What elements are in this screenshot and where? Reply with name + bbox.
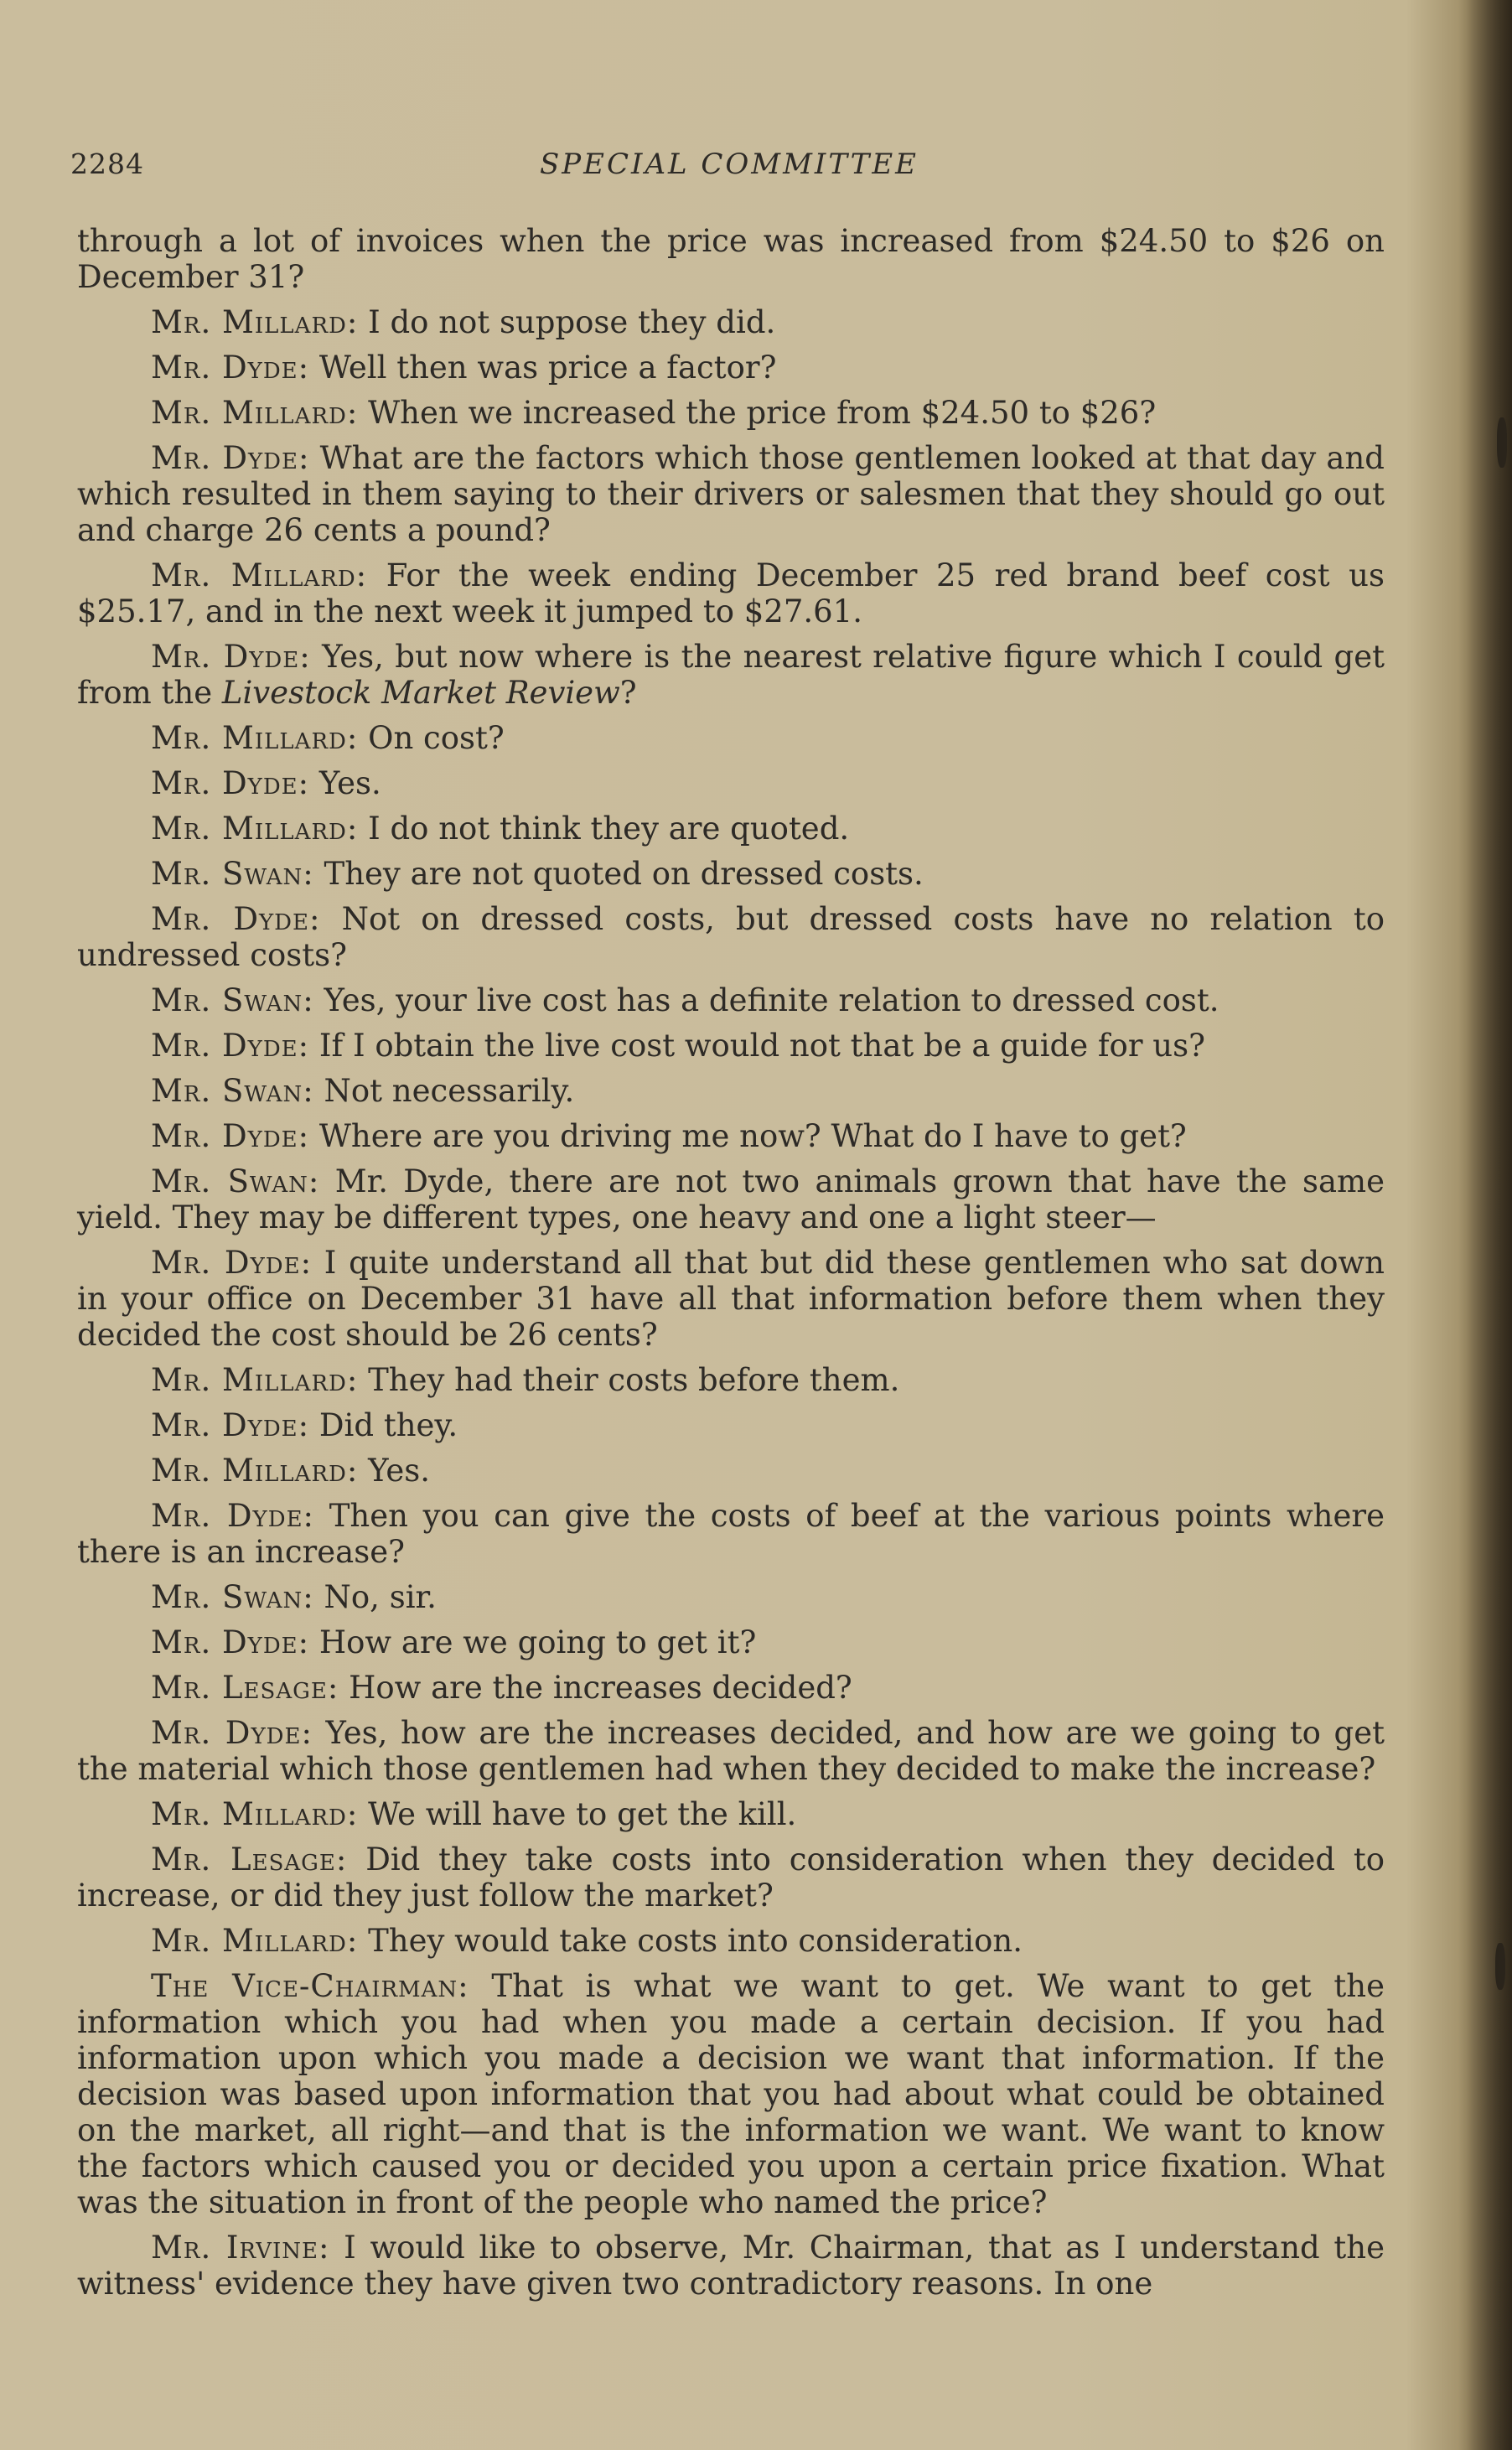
transcript-paragraph <box>77 1163 1385 1235</box>
speaker-name: Mr. Dyde: <box>151 1245 313 1281</box>
speaker-name: Mr. Dyde: <box>151 440 310 476</box>
utterance-text: For the week ending December 25 red brand beef cost us $25.17, and in the next week it jumped to $27.61. <box>77 557 1385 629</box>
publication-title: Livestock Market Review <box>221 675 620 711</box>
speaker-name: Mr. Millard: <box>151 1453 359 1489</box>
speaker-name: Mr. Swan: <box>151 1073 314 1109</box>
utterance-text: We will have to get the kill. <box>368 1796 797 1832</box>
transcript-paragraph <box>77 901 1385 973</box>
speaker-name: Mr. Millard: <box>151 1923 359 1959</box>
speaker-name: Mr. Dyde: <box>151 1028 310 1064</box>
speaker-name: Mr. Lesage: <box>151 1670 339 1706</box>
utterance-text: Mr. Dyde, there are not two animals grown that have the same yield. They may be different types, one heavy and one a light steer— <box>77 1163 1385 1235</box>
transcript-paragraph <box>77 1715 1385 1787</box>
speaker-name: Mr. Millard: <box>151 1362 359 1398</box>
transcript-paragraph <box>77 1670 1385 1706</box>
transcript-paragraph <box>77 1245 1385 1353</box>
transcript-body <box>77 223 1385 2311</box>
speaker-name: Mr. Swan: <box>151 1163 320 1199</box>
transcript-paragraph <box>77 982 1385 1018</box>
speaker-name: Mr. Dyde: <box>151 1624 310 1660</box>
transcript-paragraph <box>77 557 1385 629</box>
running-head: SPECIAL COMMITTEE <box>540 148 919 181</box>
utterance-text: Did they take costs into consideration when they decided to increase, or did they just follow the market? <box>77 1841 1385 1914</box>
page-header <box>70 148 1388 184</box>
utterance-text: No, sir. <box>324 1579 437 1615</box>
transcript-paragraph <box>77 223 1385 295</box>
speaker-name: The Vice-Chairman: <box>151 1968 469 2004</box>
utterance-text: Yes, but now where is the nearest relative figure which I could get from the <box>77 639 1385 711</box>
speaker-name: Mr. Millard: <box>151 811 359 847</box>
speaker-name: Mr. Millard: <box>151 557 368 593</box>
speaker-name: Mr. Swan: <box>151 1579 314 1615</box>
utterance-text: What are the factors which those gentlemen looked at that day and which resulted in them saying to their drivers or salesmen that they should go out and charge 26 cents a pound? <box>77 440 1385 548</box>
speaker-name: Mr. Dyde: <box>151 765 310 801</box>
transcript-paragraph <box>77 1841 1385 1914</box>
transcript-paragraph <box>77 1453 1385 1489</box>
speaker-name: Mr. Dyde: <box>151 1498 315 1534</box>
utterance-text: That is what we want to get. We want to get the information which you had when you made a certain decision. If you had information upon which you made a decision we want that information. If the decision was based upon information that you had about what could be obtained on the market, all right—and that is the information we want. We want to know the factors which caused you or decided you upon a certain price fixation. What was the situation in front of the people who named the price? <box>77 1968 1385 2220</box>
binding-shadow <box>1458 0 1512 2450</box>
speaker-name: Mr. Dyde: <box>151 639 311 675</box>
punctuation: ? <box>619 675 637 711</box>
page-number: 2284 <box>70 148 144 180</box>
utterance-text: Well then was price a factor? <box>318 350 777 386</box>
speaker-name: Mr. Dyde: <box>151 1715 313 1751</box>
utterance-text: When we increased the price from $24.50 to $26? <box>368 395 1157 431</box>
transcript-paragraph <box>77 720 1385 756</box>
speaker-name: Mr. Millard: <box>151 1796 359 1832</box>
transcript-paragraph <box>77 1362 1385 1398</box>
transcript-paragraph <box>77 1968 1385 2220</box>
utterance-text: Yes. <box>318 765 381 801</box>
speaker-name: Mr. Millard: <box>151 304 359 340</box>
speaker-name: Mr. Millard: <box>151 720 359 756</box>
utterance-text: They would take costs into consideration. <box>368 1923 1023 1959</box>
transcript-paragraph <box>77 1407 1385 1443</box>
transcript-paragraph <box>77 2230 1385 2302</box>
speaker-name: Mr. Millard: <box>151 395 359 431</box>
utterance-text: I would like to observe, Mr. Chairman, that as I understand the witness' evidence they have given two contradictory reasons. In one <box>77 2230 1385 2302</box>
transcript-paragraph <box>77 1923 1385 1959</box>
transcript-paragraph <box>77 811 1385 847</box>
transcript-paragraph <box>77 350 1385 386</box>
speaker-name: Mr. Swan: <box>151 856 314 892</box>
utterance-text: They had their costs before them. <box>368 1362 900 1398</box>
transcript-paragraph <box>77 639 1385 711</box>
utterance-text: On cost? <box>368 720 505 756</box>
utterance-text: Yes. <box>368 1453 430 1489</box>
utterance-text: I quite understand all that but did these gentlemen who sat down in your office on December 31 have all that information before them when they decided the cost should be 26 cents? <box>77 1245 1385 1353</box>
speaker-name: Mr. Dyde: <box>151 1118 310 1154</box>
utterance-text: Then you can give the costs of beef at the various points where there is an increase? <box>77 1498 1385 1570</box>
transcript-paragraph <box>77 304 1385 340</box>
utterance-text: Not on dressed costs, but dressed costs have no relation to undressed costs? <box>77 901 1385 973</box>
utterance-text: I do not suppose they did. <box>368 304 776 340</box>
transcript-paragraph <box>77 1073 1385 1109</box>
speaker-name: Mr. Dyde: <box>151 901 321 937</box>
transcript-paragraph <box>77 1498 1385 1570</box>
transcript-paragraph <box>77 1579 1385 1615</box>
utterance-text: Where are you driving me now? What do I have to get? <box>318 1118 1187 1154</box>
ink-speck <box>1495 1943 1505 1990</box>
utterance-text: I do not think they are quoted. <box>368 811 850 847</box>
transcript-paragraph <box>77 1624 1385 1660</box>
transcript-paragraph <box>77 856 1385 892</box>
transcript-paragraph <box>77 1028 1385 1064</box>
transcript-paragraph <box>77 1118 1385 1154</box>
transcript-paragraph <box>77 440 1385 548</box>
utterance-text: Did they. <box>318 1407 458 1443</box>
speaker-name: Mr. Dyde: <box>151 1407 310 1443</box>
utterance-text: How are we going to get it? <box>318 1624 757 1660</box>
speaker-name: Mr. Dyde: <box>151 350 310 386</box>
utterance-text: Not necessarily. <box>324 1073 575 1109</box>
speaker-name: Mr. Swan: <box>151 982 314 1018</box>
transcript-paragraph <box>77 395 1385 431</box>
utterance-text: Yes, how are the increases decided, and how are we going to get the material which those gentlemen had when they decided to make the increase? <box>77 1715 1385 1787</box>
speaker-name: Mr. Lesage: <box>151 1841 348 1878</box>
utterance-text: How are the increases decided? <box>349 1670 852 1706</box>
utterance-text: If I obtain the live cost would not that be a guide for us? <box>318 1028 1205 1064</box>
transcript-paragraph <box>77 765 1385 801</box>
speaker-name: Mr. Irvine: <box>151 2230 330 2266</box>
utterance-text: Yes, your live cost has a definite relation to dressed cost. <box>324 982 1219 1018</box>
transcript-paragraph <box>77 1796 1385 1832</box>
utterance-text: through a lot of invoices when the price was increased from $24.50 to $26 on December 31? <box>77 223 1385 295</box>
ink-speck <box>1497 417 1507 468</box>
utterance-text: They are not quoted on dressed costs. <box>324 856 924 892</box>
